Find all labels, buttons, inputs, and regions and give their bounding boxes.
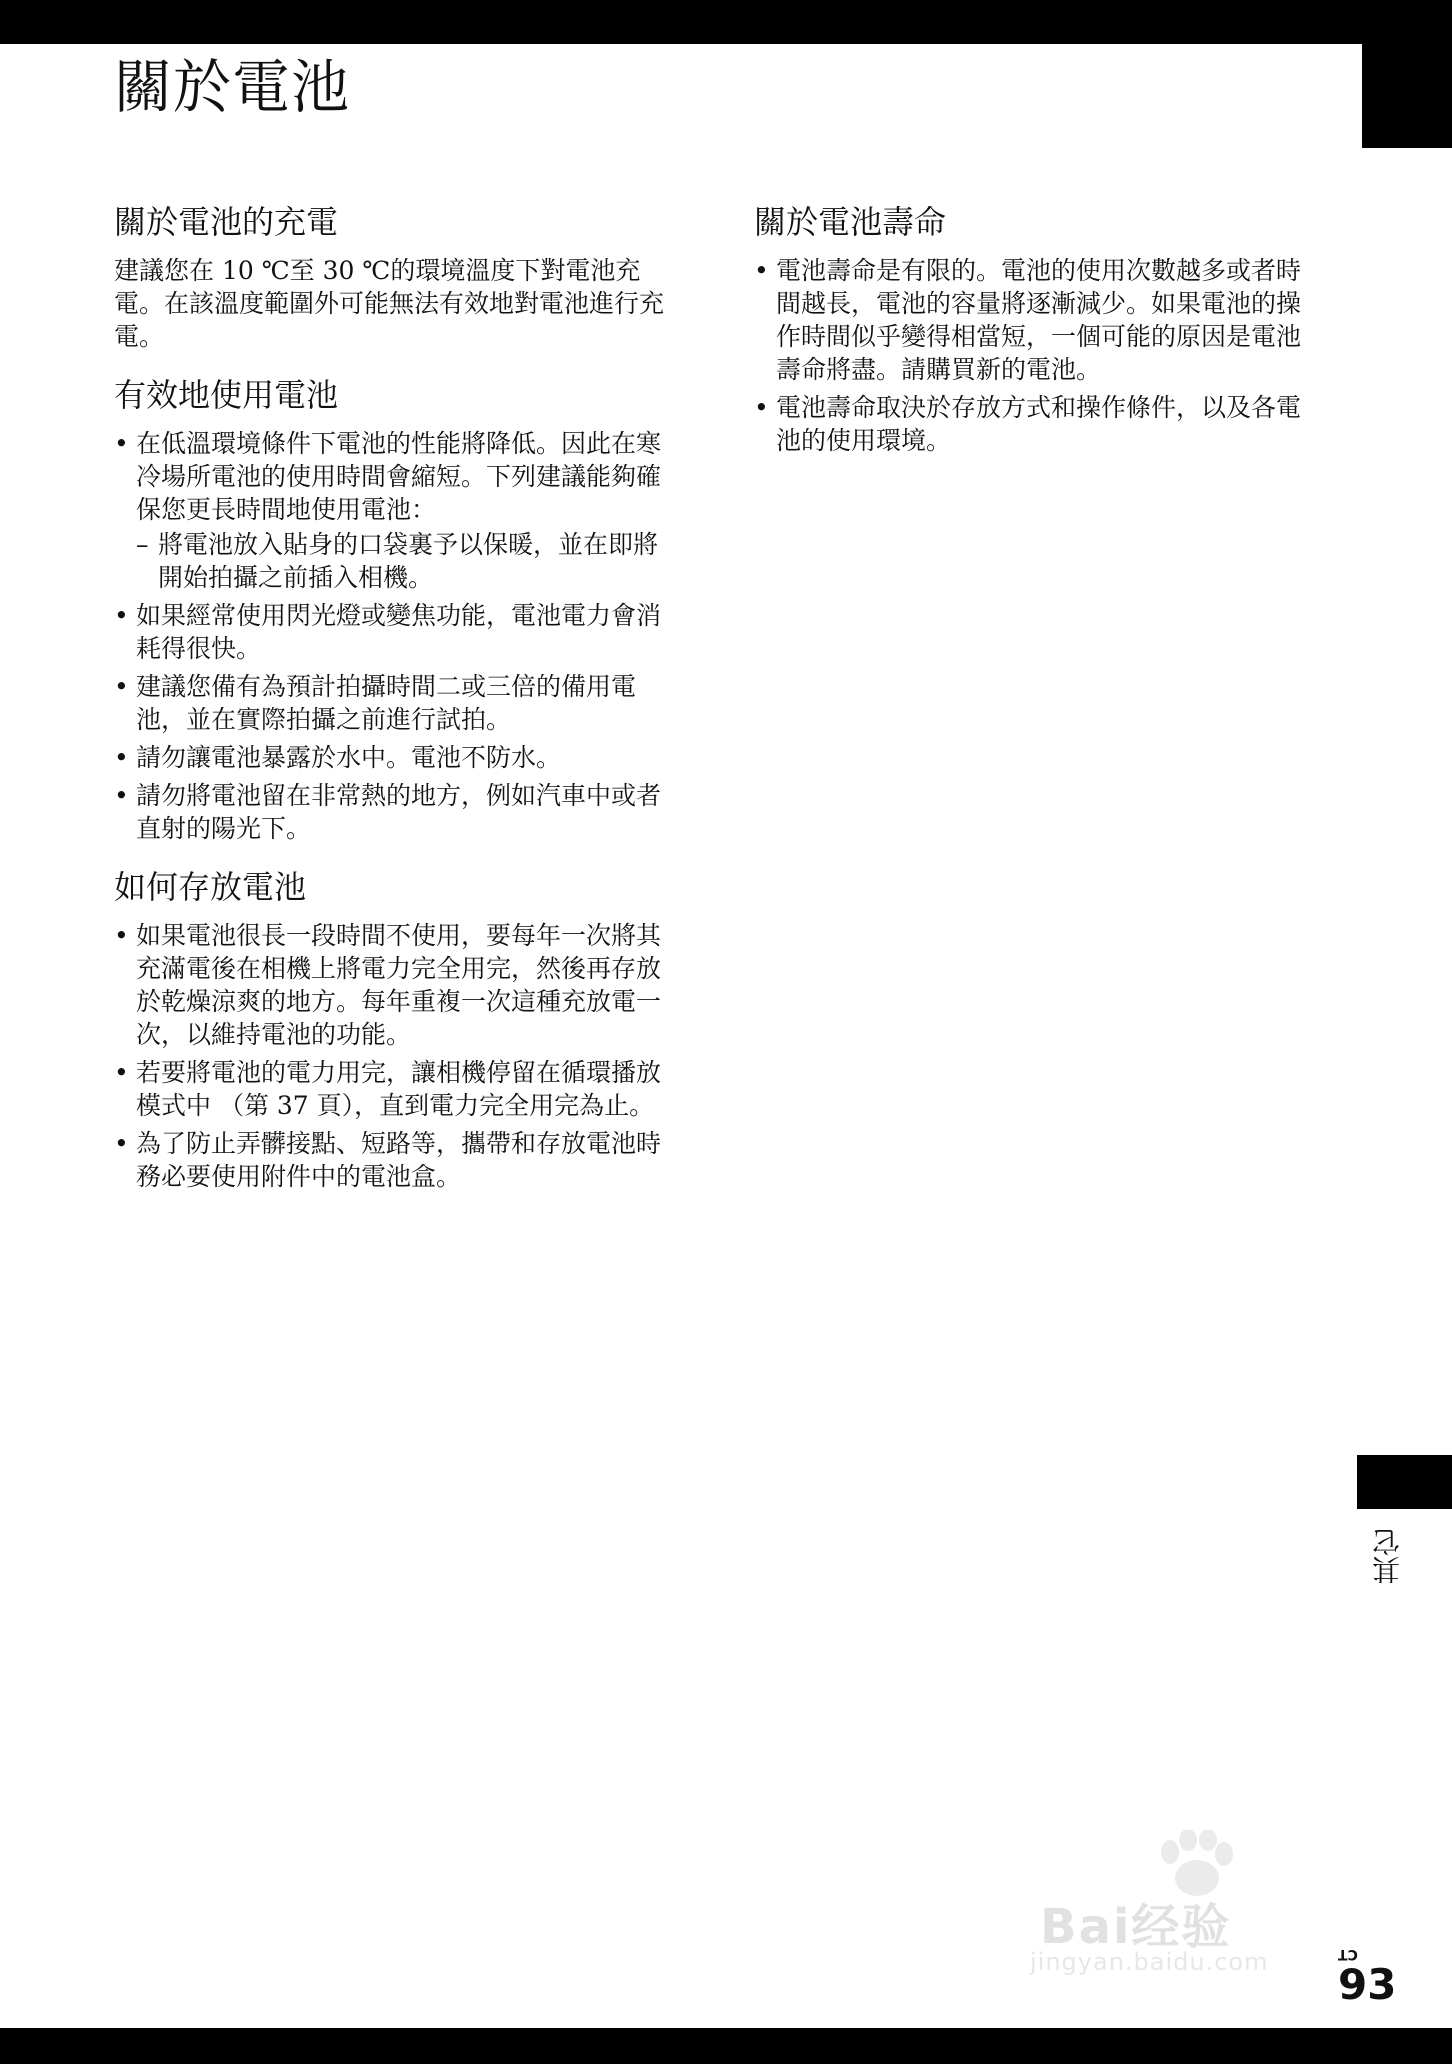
list-item-text: 如果經常使用閃光燈或變焦功能，電池電力會消耗得很快。 bbox=[136, 601, 662, 663]
bullet-icon: • bbox=[114, 921, 129, 950]
sub-list-item-text: 將電池放入貼身的口袋裏予以保暖，並在即將開始拍攝之前插入相機。 bbox=[158, 530, 659, 592]
list-item bbox=[114, 1127, 674, 1193]
battery-life-list bbox=[754, 254, 1314, 457]
section-efficient-use bbox=[114, 373, 674, 845]
dash-icon: – bbox=[136, 530, 149, 559]
bullet-icon: • bbox=[114, 429, 129, 458]
side-section-label: 其它 bbox=[1371, 1528, 1404, 1584]
efficient-use-list bbox=[114, 427, 674, 845]
right-column bbox=[754, 200, 1314, 477]
bullet-icon: • bbox=[114, 781, 129, 810]
list-item-text: 在低溫環境條件下電池的性能將降低。因此在寒冷場所電池的使用時間會縮短。下列建議能夠確保您更長時間地使用電池： bbox=[136, 429, 662, 524]
top-bar bbox=[0, 0, 1452, 44]
bullet-icon: • bbox=[114, 1129, 129, 1158]
left-column bbox=[114, 200, 674, 1213]
page-suffix: CT bbox=[1338, 1946, 1358, 1962]
section-heading-efficient-use: 有效地使用電池 bbox=[114, 376, 339, 414]
list-item-text: 電池壽命是有限的。電池的使用次數越多或者時間越長，電池的容量將逐漸減少。如果電池的操作時間似乎變得相當短，一個可能的原因是電池壽命將盡。請購買新的電池。 bbox=[776, 256, 1302, 384]
list-item bbox=[114, 741, 674, 774]
section-charging bbox=[114, 200, 674, 353]
storage-list bbox=[114, 919, 674, 1193]
list-item bbox=[114, 599, 674, 665]
watermark bbox=[1030, 1830, 1360, 1980]
bullet-icon: • bbox=[114, 1058, 129, 1087]
list-item-text: 如果電池很長一段時間不使用，要每年一次將其充滿電後在相機上將電力完全用完，然後再存放於乾燥涼爽的地方。每年重複一次這種充放電一次，以維持電池的功能。 bbox=[136, 921, 662, 1049]
bullet-icon: • bbox=[114, 672, 129, 701]
section-heading-storage: 如何存放電池 bbox=[114, 868, 307, 906]
bullet-icon: • bbox=[114, 601, 129, 630]
list-item-text: 建議您備有為預計拍攝時間二或三倍的備用電池，並在實際拍攝之前進行試拍。 bbox=[136, 672, 637, 734]
list-item bbox=[114, 670, 674, 736]
list-item bbox=[114, 1056, 674, 1122]
bullet-icon: • bbox=[114, 743, 129, 772]
bottom-bar bbox=[0, 2028, 1452, 2064]
list-item-text: 請勿將電池留在非常熱的地方，例如汽車中或者直射的陽光下。 bbox=[136, 781, 662, 843]
section-heading-battery-life: 關於電池壽命 bbox=[754, 203, 947, 241]
bullet-icon: • bbox=[754, 256, 769, 285]
charging-paragraph: 建議您在 10 ℃至 30 ℃的環境溫度下對電池充電。在該溫度範圍外可能無法有效地對電池進行充電。 bbox=[114, 256, 665, 351]
page-title: 關於電池 bbox=[114, 53, 351, 121]
page-number: 93 bbox=[1338, 1960, 1397, 2009]
list-item-text: 為了防止弄髒接點、短路等，攜帶和存放電池時務必要使用附件中的電池盒。 bbox=[136, 1129, 662, 1191]
list-item bbox=[754, 254, 1314, 386]
list-item bbox=[114, 919, 674, 1051]
side-tab bbox=[1357, 1455, 1452, 1509]
bullet-icon: • bbox=[754, 393, 769, 422]
watermark-url: jingyan.baidu.com bbox=[1030, 1948, 1269, 1976]
section-storage bbox=[114, 865, 674, 1193]
sub-list-item bbox=[136, 528, 674, 594]
sub-list bbox=[136, 528, 674, 594]
corner-tab bbox=[1362, 44, 1452, 148]
section-heading-charging: 關於電池的充電 bbox=[114, 203, 339, 241]
list-item bbox=[114, 779, 674, 845]
list-item-text: 若要將電池的電力用完，讓相機停留在循環播放模式中 （第 37 頁），直到電力完全用完為止。 bbox=[136, 1058, 662, 1120]
list-item bbox=[114, 427, 674, 594]
list-item-text: 電池壽命取決於存放方式和操作條件，以及各電池的使用環境。 bbox=[776, 393, 1302, 455]
list-item-text: 請勿讓電池暴露於水中。電池不防水。 bbox=[136, 743, 562, 772]
section-battery-life bbox=[754, 200, 1314, 457]
watermark-brand: Bai经验 bbox=[1040, 1899, 1232, 1955]
list-item bbox=[754, 391, 1314, 457]
